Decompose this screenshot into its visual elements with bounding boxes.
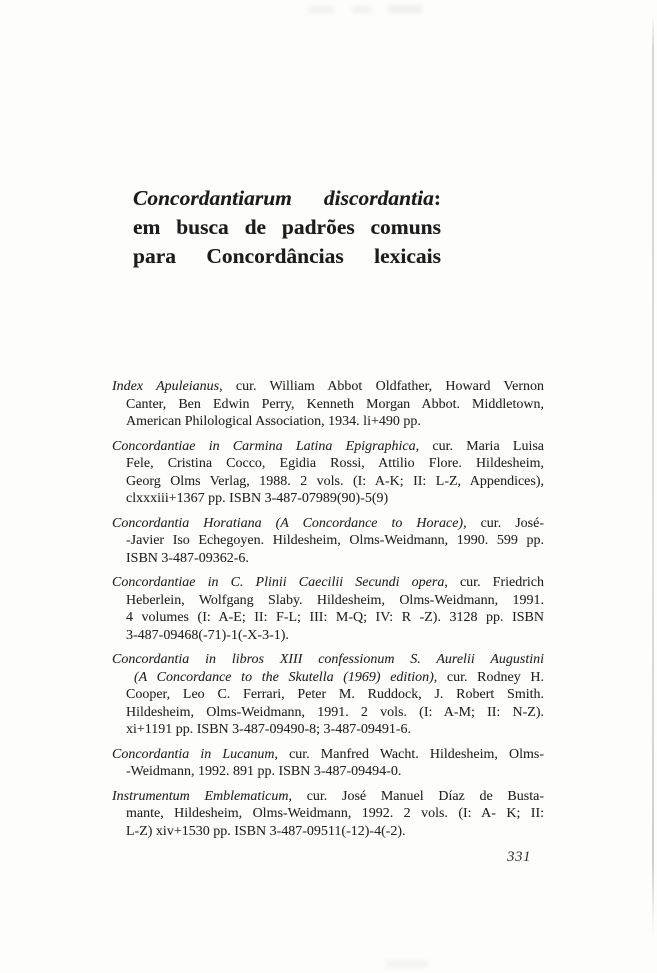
bib-line — [112, 609, 544, 627]
article-title — [133, 184, 441, 271]
bib-line — [112, 515, 544, 533]
roman-text: Heberlein, Wolfgang Slaby. Hildesheim, Olms-Weidmann, 1991. — [126, 592, 544, 608]
roman-text: 3-487-09468(-71)-1(-X-3-1). — [126, 627, 289, 643]
bibliography-entry — [112, 574, 544, 644]
bibliography — [112, 378, 544, 847]
bib-line — [112, 550, 544, 568]
italic-text: Concordantiae in C. Plinii Caecilii Secundi opera — [112, 575, 445, 590]
italic-text: Concordantiae in Carmina Latina Epigraphica — [112, 438, 416, 454]
roman-text: , cur. Maria Luisa — [415, 438, 544, 454]
roman-text: L-Z) xiv+1530 pp. ISBN 3-487-09511(-12)-4(-2). — [126, 823, 406, 839]
title-line — [133, 242, 441, 271]
bib-line — [112, 763, 544, 781]
bib-line — [112, 823, 544, 841]
bib-line — [112, 592, 544, 610]
roman-text: mante, Hildesheim, Olms-Weidmann, 1992. 2 vols. (I: A- K; II: — [126, 806, 544, 821]
italic-text: Concordantia in libros XIII confessionum S. Aurelii Augustini — [112, 652, 544, 667]
bib-line — [112, 438, 544, 456]
bib-line — [112, 413, 544, 431]
roman-text: Cooper, Leo C. Ferrari, Peter M. Ruddock, J. Robert Smith. — [126, 687, 544, 702]
italic-text: Concordantia in Lucanum — [112, 746, 275, 762]
roman-text: Hildesheim, Olms-Weidmann, 1991. 2 vols. (I: A-M; II: N-Z). — [126, 704, 544, 720]
bibliography-entry — [112, 515, 544, 568]
bib-line — [112, 574, 544, 592]
scan-smudge — [352, 6, 372, 13]
scan-edge-artifact — [652, 14, 654, 935]
bib-line — [112, 378, 544, 396]
roman-text: American Philological Association, 1934. li+490 pp. — [126, 414, 421, 429]
bibliography-entry — [112, 438, 544, 508]
italic-text: Concordantia Horatiana (A Concordance to Horace) — [112, 515, 464, 531]
bib-line — [112, 805, 544, 823]
title-line — [133, 184, 441, 213]
bib-line — [112, 669, 544, 687]
bib-line — [112, 490, 544, 508]
bib-line — [112, 686, 544, 704]
roman-text: , cur. José Manuel Díaz de Busta- — [288, 788, 544, 804]
page-number: 331 — [507, 849, 531, 865]
scan-smudge — [308, 6, 334, 13]
italic-text: Instrumentum Emblematicum — [112, 788, 289, 804]
roman-text: 4 volumes (I: A-E; II: F-L; III: M-Q; IV: R -Z). 3128 pp. ISBN — [126, 610, 544, 625]
roman-text: ISBN 3-487-09362-6. — [126, 550, 249, 566]
bib-line — [112, 473, 544, 491]
roman-text: , cur. Friedrich — [444, 575, 545, 590]
roman-text: clxxxiii+1367 pp. ISBN 3-487-07989(90)-5(9) — [126, 491, 389, 506]
bibliography-entry — [112, 378, 544, 431]
roman-text: : — [433, 186, 441, 210]
bib-line — [112, 396, 544, 414]
bib-line — [112, 532, 544, 550]
roman-text: , cur. José- — [463, 515, 544, 531]
bibliography-entry — [112, 746, 544, 781]
title-line — [133, 213, 441, 242]
bibliography-entry — [112, 651, 544, 739]
roman-text: -Weidmann, 1992. 891 pp. ISBN 3-487-09494-0. — [126, 764, 402, 779]
bibliography-entry — [112, 788, 544, 841]
bib-line — [112, 721, 544, 739]
bib-line — [112, 746, 544, 764]
italic-text: (A Concordance to the Skutella (1969) edition) — [134, 669, 434, 685]
roman-text: para Concordâncias lexicais — [133, 244, 441, 268]
bib-line — [112, 651, 544, 669]
bib-line — [112, 627, 544, 645]
scan-smudge — [386, 961, 428, 967]
roman-text: , cur. Rodney H. — [433, 669, 544, 685]
roman-text: xi+1191 pp. ISBN 3-487-09490-8; 3-487-09491-6. — [126, 722, 412, 737]
roman-text: , cur. William Abbot Oldfather, Howard Vernon — [219, 379, 544, 394]
bib-line — [112, 704, 544, 722]
roman-text: em busca de padrões comuns — [133, 215, 441, 239]
italic-text: Index Apuleianus — [112, 379, 220, 394]
bib-line — [112, 455, 544, 473]
roman-text: Fele, Cristina Cocco, Egidia Rossi, Attilio Flore. Hildesheim, — [126, 456, 544, 471]
scan-smudge — [388, 5, 422, 13]
bib-line — [112, 788, 544, 806]
roman-text: , cur. Manfred Wacht. Hildesheim, Olms- — [274, 746, 544, 762]
roman-text: Canter, Ben Edwin Perry, Kenneth Morgan Abbot. Middletown, — [126, 396, 544, 412]
roman-text: Georg Olms Verlag, 1988. 2 vols. (I: A-K; II: L-Z, Appendices), — [126, 473, 544, 489]
roman-text: -Javier Iso Echegoyen. Hildesheim, Olms-Weidmann, 1990. 599 pp. — [126, 533, 544, 548]
italic-text: Concordantiarum discordantia — [133, 186, 434, 210]
